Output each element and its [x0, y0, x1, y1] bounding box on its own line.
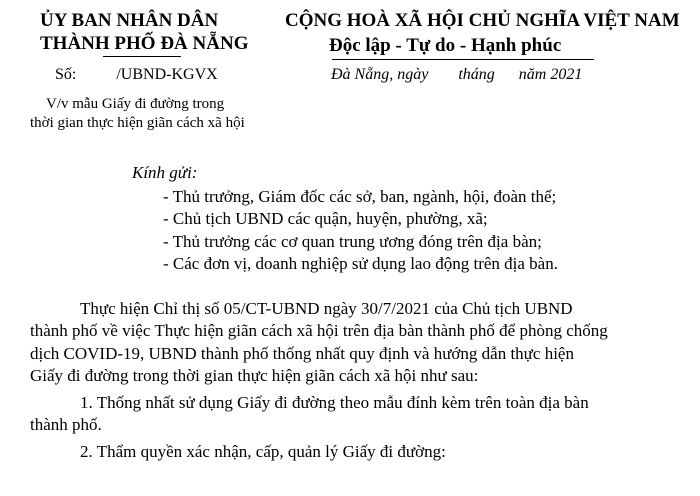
document-number-code: /UBND-KGVX: [116, 66, 218, 83]
subject-line2: thời gian thực hiện giãn cách xã hội: [30, 115, 245, 131]
document-number-label: Số:: [55, 66, 77, 83]
body-item1-line: 1. Thống nhất sử dụng Giấy đi đường theo mẫu đính kèm trên toàn địa bàn: [80, 393, 589, 412]
recipient-item: - Thủ trưởng các cơ quan trung ương đóng trên địa bàn;: [163, 232, 542, 251]
body-intro-line: Giấy đi đường trong thời gian thực hiện giãn cách xã hội như sau:: [30, 366, 479, 385]
recipients-label: Kính gửi:: [132, 163, 198, 182]
document-number: [55, 66, 218, 84]
date-place: Đà Nẵng, ngày: [331, 66, 429, 83]
body-intro-line: dịch COVID-19, UBND thành phố thống nhất quy định và hướng dẫn thực hiện: [30, 344, 574, 363]
body-intro-line: Thực hiện Chỉ thị số 05/CT-UBND ngày 30/7/2021 của Chủ tịch UBND: [80, 299, 573, 318]
subject-line1: V/v mẫu Giấy đi đường trong: [46, 96, 225, 112]
document-date: [331, 66, 582, 84]
motto-underline: [332, 59, 594, 60]
recipient-item: - Chủ tịch UBND các quận, huyện, phường, xã;: [163, 209, 488, 228]
recipient-item: - Các đơn vị, doanh nghiệp sử dụng lao động trên địa bàn.: [163, 254, 558, 273]
recipient-item: - Thủ trưởng, Giám đốc các sở, ban, ngành, hội, đoàn thể;: [163, 187, 557, 206]
body-item2: 2. Thẩm quyền xác nhận, cấp, quản lý Giấy đi đường:: [80, 442, 446, 461]
national-title: CỘNG HOÀ XÃ HỘI CHỦ NGHĨA VIỆT NAM: [285, 10, 680, 31]
date-year: năm 2021: [518, 66, 583, 83]
issuer-underline: [103, 56, 181, 57]
body-item1-line: thành phố.: [30, 415, 102, 434]
issuer-name-line2: THÀNH PHỐ ĐÀ NẴNG: [40, 33, 249, 54]
date-month: tháng: [458, 66, 495, 83]
body-intro-line: thành phố về việc Thực hiện giãn cách xã hội trên địa bàn thành phố để phòng chống: [30, 321, 608, 340]
national-motto: Độc lập - Tự do - Hạnh phúc: [329, 35, 562, 56]
issuer-name-line1: ỦY BAN NHÂN DÂN: [40, 10, 219, 31]
